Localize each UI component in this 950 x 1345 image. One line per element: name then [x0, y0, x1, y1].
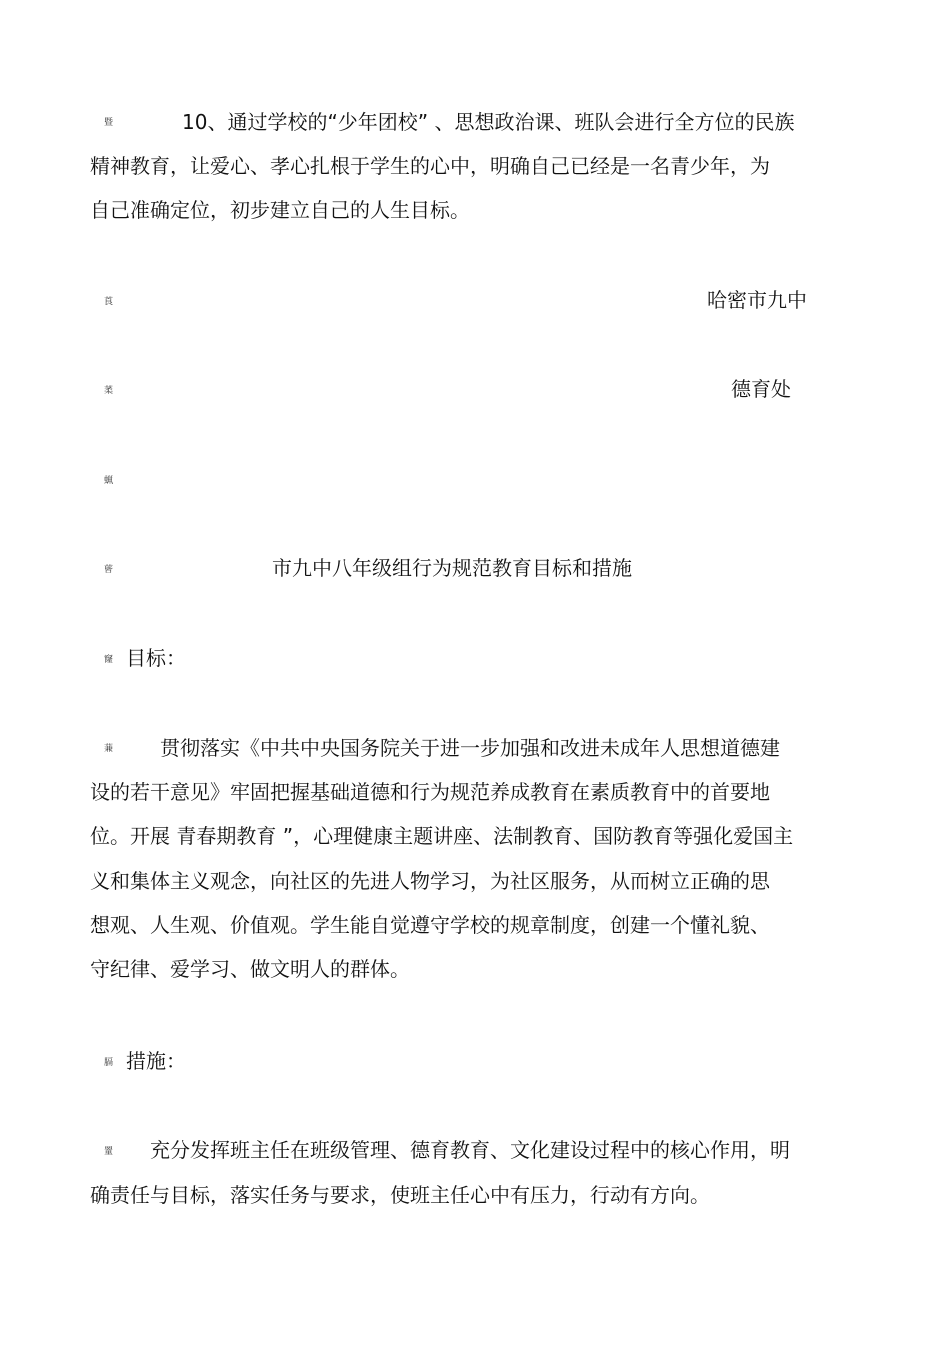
goals-line-3: 位。开展 青春期教育 ”，心理健康主题讲座、法制教育、国防教育等强化爱国主	[90, 824, 794, 848]
signature-office: 德育处	[731, 377, 791, 401]
margin-marker: 窿	[104, 655, 114, 665]
margin-marker: 蒈	[104, 565, 114, 575]
measures-heading: 措施：	[126, 1049, 186, 1073]
measures-line-1: 充分发挥班主任在班级管理、德育教育、文化建设过程中的核心作用，明	[150, 1138, 790, 1162]
section-title: 市九中八年级组行为规范教育目标和措施	[272, 556, 632, 580]
para10-line-1: 10、通过学校的“少年团校” 、思想政治课、班队会进行全方位的民族	[182, 110, 795, 134]
goals-line-1: 贯彻落实《中共中央国务院关于进一步加强和改进未成年人思想道德建	[160, 736, 780, 760]
signature-school: 哈密市九中	[707, 288, 807, 312]
margin-marker: 蒹	[104, 744, 114, 754]
margin-marker: 膈	[104, 1058, 114, 1068]
goals-line-2: 设的若干意见》牢固把握基础道德和行为规范养成教育在素质教育中的首要地	[90, 780, 770, 804]
margin-marker: 暨	[104, 118, 114, 128]
margin-marker: 葇	[104, 386, 114, 396]
margin-marker: 莨	[104, 297, 114, 307]
margin-marker: 蝋	[104, 476, 114, 486]
para10-line-3: 自己准确定位，初步建立自己的人生目标。	[90, 198, 470, 222]
goals-line-4: 义和集体主义观念，向社区的先进人物学习，为社区服务，从而树立正确的思	[90, 869, 770, 893]
margin-marker: 罿	[104, 1147, 114, 1157]
para10-line-2: 精神教育，让爱心、孝心扎根于学生的心中，明确自己已经是一名青少年，为	[90, 154, 770, 178]
goals-line-5: 想观、人生观、价值观。学生能自觉遵守学校的规章制度，创建一个懂礼貌、	[90, 913, 770, 937]
goals-line-6: 守纪律、爱学习、做文明人的群体。	[90, 957, 410, 981]
measures-line-2: 确责任与目标，落实任务与要求，使班主任心中有压力，行动有方向。	[90, 1183, 710, 1207]
goals-heading: 目标：	[126, 646, 186, 670]
